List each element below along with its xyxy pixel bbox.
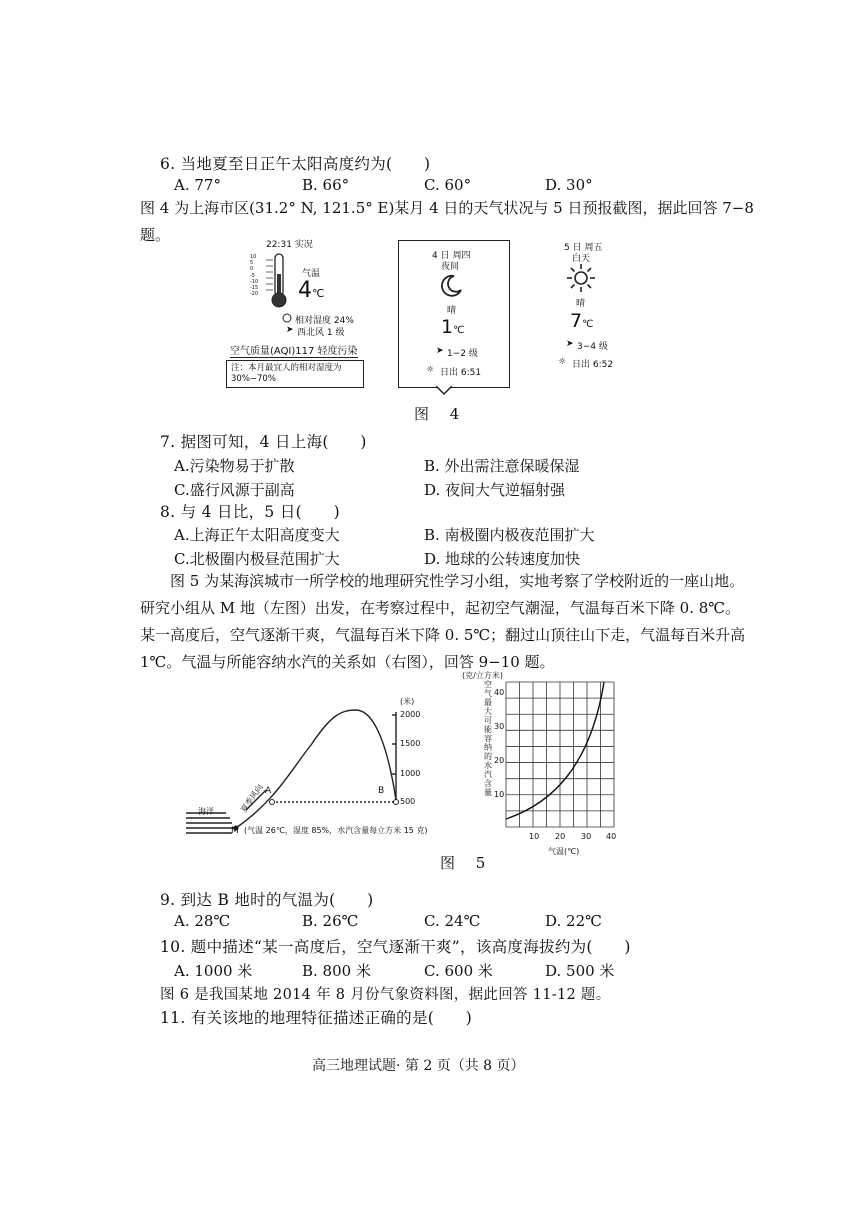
- fig4-night-wind: 1−2 级: [447, 349, 478, 359]
- fig5-left-tick-1000: 1000: [400, 769, 421, 778]
- fig4-night-weather: 晴: [447, 306, 457, 316]
- fig5-right-ylabel: 空气最大可能容纳的水汽含量: [484, 680, 492, 797]
- fig5-point-b: B: [378, 786, 385, 796]
- fig4-day5-wind: 3−4 级: [577, 342, 608, 352]
- fig5-right-ytick-10: 10: [494, 790, 505, 799]
- fig5-right-xtick-40: 40: [606, 832, 617, 841]
- fig4-day5-temp: 7℃: [570, 310, 594, 332]
- question-9-option-a: A. 28℃: [174, 912, 231, 930]
- wind-icon: ➤: [286, 325, 294, 335]
- question-10-option-c: C. 600 米: [424, 962, 493, 980]
- question-8-option-a: A.上海正午太阳高度变大: [174, 526, 340, 544]
- question-9-stem: 9. 到达 B 地时的气温为( ): [160, 891, 374, 909]
- card-pointer: [436, 386, 452, 396]
- fig5-right-xtick-10: 10: [529, 832, 540, 841]
- fig4-day5-period: 白天: [572, 254, 591, 264]
- fig4-current-wind: 西北风 1 级: [297, 328, 345, 338]
- fig4-day5-sunrise: 日出 6:52: [572, 360, 614, 370]
- question-8-option-c: C.北极圈内极昼范围扩大: [174, 550, 340, 568]
- fig5-sea-label: 海洋: [198, 807, 214, 816]
- question-6-option-c: C. 60°: [424, 176, 472, 194]
- fig4-current-temp-label: 气温: [302, 269, 321, 279]
- fig5-left-tick-2000: 2000: [400, 710, 421, 719]
- fig4-current-time: 22:31 实况: [266, 240, 313, 250]
- sunrise-icon: ☼: [558, 357, 567, 367]
- question-8-stem: 8. 与 4 日比，5 日( ): [160, 503, 340, 521]
- fig4-night-sunrise: 日出 6:51: [440, 368, 482, 378]
- question-8-option-d: D. 地球的公转速度加快: [424, 550, 581, 568]
- question-7-stem: 7. 据图可知，4 日上海( ): [160, 433, 367, 451]
- thermometer-scale: 10 5 0 -5 -10 -15 -20: [250, 254, 259, 298]
- question-6-option-d: D. 30°: [545, 176, 593, 194]
- question-7-option-a: A.污染物易于扩散: [174, 457, 295, 475]
- fig4-day5-date: 5 日 周五: [564, 243, 603, 253]
- fig5-left-tick-1500: 1500: [400, 739, 421, 748]
- question-10-option-d: D. 500 米: [545, 962, 615, 980]
- fig5-point-a: A: [265, 786, 272, 796]
- fig5-wind-label: 夏季风向: [239, 782, 265, 815]
- fig5-right-xlabel: 气温(℃): [548, 847, 580, 856]
- fig4-night-period: 夜间: [441, 262, 460, 272]
- question-7-option-d: D. 夜间大气逆辐射强: [424, 481, 566, 499]
- fig4-intro: 图 4 为上海市区(31.2° N, 121.5° E)某月 4 日的天气状况与 5 日预报截图，据此回答 7−8 题。: [140, 199, 754, 244]
- sun-icon: [566, 263, 596, 293]
- fig5-humidity-chart: [490, 674, 630, 844]
- fig4-day5-weather: 晴: [576, 299, 586, 309]
- fig4-caption: 图 4: [414, 405, 468, 423]
- fig5-right-xtick-20: 20: [555, 832, 566, 841]
- fig4-current-aqi: 空气质量(AQI)117 轻度污染: [230, 346, 358, 357]
- thermometer-icon: [258, 250, 298, 310]
- fig5-right-xtick-30: 30: [581, 832, 592, 841]
- question-10-option-b: B. 800 米: [302, 962, 371, 980]
- question-11-stem: 11. 有关该地的地理特征描述正确的是( ): [160, 1009, 473, 1027]
- question-6-option-a: A. 77°: [174, 176, 221, 194]
- fig4-current-humidity: 相对湿度 24%: [295, 316, 354, 326]
- fig4-night-date: 4 日 周四: [432, 251, 471, 261]
- fig5-caption: 图 5: [440, 854, 494, 872]
- fig4-night-temp: 1℃: [441, 316, 465, 338]
- question-10-stem: 10. 题中描述“某一高度后，空气逐渐干爽”，该高度海拔约为( ): [160, 938, 631, 956]
- fig5-curve: [506, 682, 604, 819]
- moon-icon: [437, 272, 465, 300]
- fig4-current-temp: 4℃: [298, 278, 325, 303]
- fig5-right-ytick-30: 30: [494, 722, 505, 731]
- question-9-option-d: D. 22℃: [545, 912, 602, 930]
- fig5-right-ytick-20: 20: [494, 756, 505, 765]
- fig5-right-unit: (克/立方米): [462, 671, 503, 680]
- fig5-left-unit: (米): [400, 697, 415, 706]
- page-footer: 高三地理试题· 第 2 页（共 8 页）: [312, 1058, 525, 1074]
- fig5-intro: 图 5 为某海滨城市一所学校的地理研究性学习小组，实地考察了学校附近的一座山地。研究小组从 M 地（左图）出发，在考察过程中，起初空气潮湿，气温每百米下降 0. 8℃。某一高度后，空气逐渐干爽，气温每百米下降 0. 5℃；翻过山顶往山下走，气温每百米升高 1℃。气温与所能容纳水汽的关系如（右图），回答 9−10 题。: [140, 572, 746, 671]
- humidity-icon: [282, 313, 292, 323]
- question-10-option-a: A. 1000 米: [174, 962, 253, 980]
- fig4-note: 注：本月最宜人的相对湿度为 30%−70%: [226, 360, 364, 388]
- question-6-option-b: B. 66°: [302, 176, 350, 194]
- question-6-stem: 6. 当地夏至日正午太阳高度约为( ): [160, 155, 431, 173]
- fig5-m-note: (气温 26℃，湿度 85%，水汽含量每立方米 15 克): [244, 826, 428, 835]
- wind-icon: ➤: [566, 339, 574, 349]
- question-9-option-b: B. 26℃: [302, 912, 359, 930]
- question-7-option-b: B. 外出需注意保暖保湿: [424, 457, 580, 475]
- fig5-left-tick-500: 500: [400, 797, 416, 806]
- fig6-intro: 图 6 是我国某地 2014 年 8 月份气象资料图，据此回答 11-12 题。: [160, 987, 611, 1003]
- question-9-option-c: C. 24℃: [424, 912, 481, 930]
- wind-icon: ➤: [436, 346, 444, 356]
- question-7-option-c: C.盛行风源于副高: [174, 481, 295, 499]
- fig5-point-m: M: [231, 826, 239, 836]
- sunrise-icon: ☼: [426, 365, 435, 375]
- question-8-option-b: B. 南极圈内极夜范围扩大: [424, 526, 595, 544]
- fig5-right-ytick-40: 40: [494, 688, 505, 697]
